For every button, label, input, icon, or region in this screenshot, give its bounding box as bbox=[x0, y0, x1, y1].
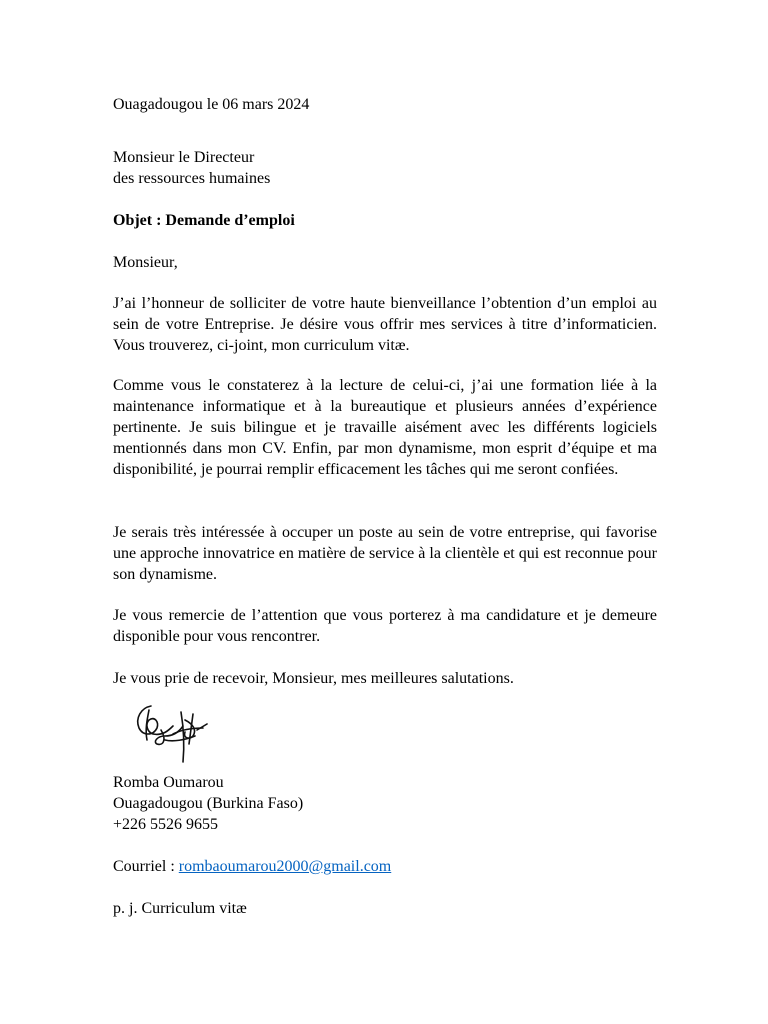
email-label: Courriel : bbox=[113, 858, 179, 875]
handwritten-signature bbox=[123, 700, 233, 780]
recipient-line-1: Monsieur le Directeur bbox=[113, 149, 255, 166]
paragraph-thanks: Je vous remercie de l’attention que vous porterez à ma candidature et je demeure disponible pour vous rencontrer. bbox=[113, 607, 657, 645]
sender-name: Romba Oumarou bbox=[113, 774, 224, 791]
sender-location: Ouagadougou (Burkina Faso) bbox=[113, 795, 304, 812]
date-line: Ouagadougou le 06 mars 2024 bbox=[113, 96, 310, 113]
email-line bbox=[113, 856, 391, 877]
subject-line: Objet : Demande d’emploi bbox=[113, 212, 295, 229]
email-link[interactable]: rombaoumarou2000@gmail.com bbox=[178, 858, 392, 875]
paragraph-interest: Je serais très intéressée à occuper un poste au sein de votre entreprise, qui favorise une approche innovatrice en matière de service à la clientèle et qui est reconnue pour son dynamisme. bbox=[113, 524, 657, 583]
recipient-line-2: des ressources humaines bbox=[113, 170, 271, 187]
salutation: Monsieur, bbox=[113, 254, 178, 271]
closing-line: Je vous prie de recevoir, Monsieur, mes meilleures salutations. bbox=[113, 670, 514, 687]
sender-phone: +226 5526 9655 bbox=[113, 816, 219, 833]
paragraph-qualifications: Comme vous le constaterez à la lecture de celui-ci, j’ai une formation liée à la maintenance informatique et à la bureautique et plusieurs années d’expérience pertinente. Je suis bilingue et je travaille aisément avec les différents logiciels mentionnés dans mon CV. Enfin, par mon dynamisme, mon esprit d’équipe et ma disponibilité, je pourrai remplir efficacement les tâches qui me seront confiées. bbox=[113, 377, 657, 478]
attachment-line: p. j. Curriculum vitæ bbox=[113, 900, 247, 917]
paragraph-intro: J’ai l’honneur de solliciter de votre haute bienveillance l’obtention d’un emploi au sein de votre Entreprise. Je désire vous offrir mes services à titre d’informaticien. Vous trouverez, ci-joint, mon curriculum vitæ. bbox=[113, 295, 657, 354]
